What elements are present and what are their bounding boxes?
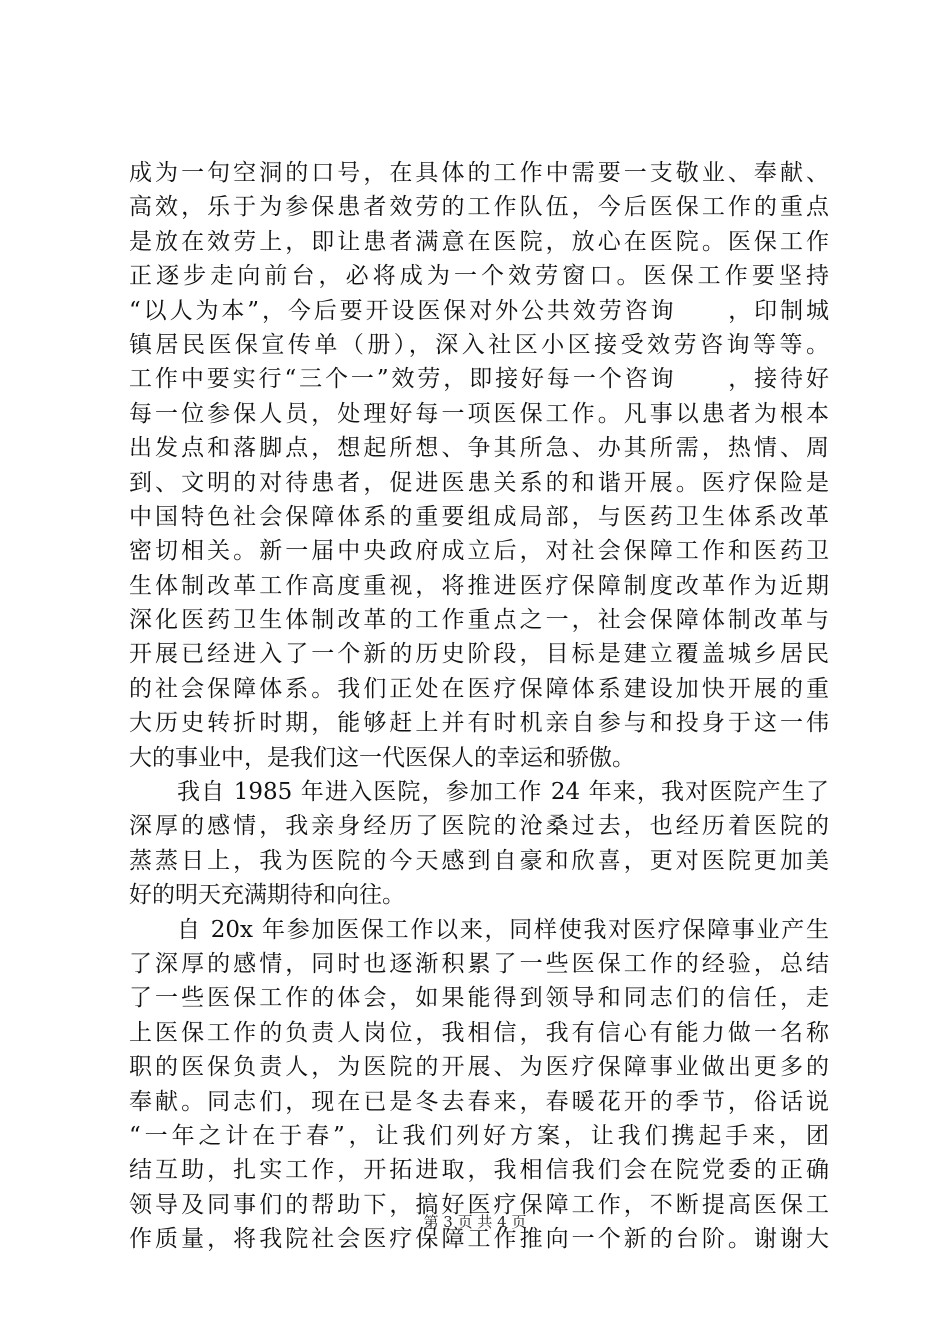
text-line: 蒸蒸日上，我为医院的今天感到自豪和欣喜，更对医院更加美	[129, 847, 829, 874]
text-line: 好的明天充满期待和向往。	[129, 882, 405, 909]
text-line: 深厚的感情，我亲身经历了医院的沧桑过去，也经历着医院的	[129, 813, 829, 840]
text-line: 每一位参保人员，处理好每一项医保工作。凡事以患者为根本	[129, 400, 829, 427]
text-line: 镇居民医保宣传单（册），深入社区小区接受效劳咨询等等。	[129, 331, 829, 358]
text-line: 奉献。同志们，现在已是冬去春来，春暖花开的季节，俗话说	[129, 1088, 829, 1115]
page-footer	[0, 1211, 950, 1232]
text-line: 生体制改革工作高度重视，将推进医疗保障制度改革作为近期	[129, 572, 829, 599]
text-line: 深化医药卫生体制改革的工作重点之一，社会保障体制改革与	[129, 607, 829, 634]
paragraph	[129, 775, 829, 913]
text-line: 成为一句空洞的口号，在具体的工作中需要一支敬业、奉献、	[129, 160, 829, 186]
text-line: 到、文明的对待患者，促进医患关系的和谐开展。医疗保险是	[129, 469, 829, 496]
text-line: 工作中要实行“三个一”效劳，即接好每一个咨询 ，接待好	[129, 366, 829, 393]
text-line: 的社会保障体系。我们正处在医疗保障体系建设加快开展的重	[129, 675, 829, 702]
text-line: 上医保工作的负责人岗位，我相信，我有信心有能力做一名称	[129, 1019, 829, 1046]
text-line: 密切相关。新一届中央政府成立后，对社会保障工作和医药卫	[129, 538, 829, 565]
text-line: 是放在效劳上，即让患者满意在医院，放心在医院。医保工作	[129, 228, 829, 255]
paragraph	[129, 156, 829, 775]
text-line: “以人为本”，今后要开设医保对外公共效劳咨询 ，印制城	[129, 297, 829, 324]
text-line: 正逐步走向前台，必将成为一个效劳窗口。医保工作要坚持	[129, 263, 829, 290]
page-number: 第 3 页 共 4 页	[423, 1213, 527, 1231]
text-line: 中国特色社会保障体系的重要组成局部，与医药卫生体系改革	[129, 503, 829, 530]
text-line: 高效，乐于为参保患者效劳的工作队伍，今后医保工作的重点	[129, 194, 829, 221]
text-line: 出发点和落脚点，想起所想、争其所急、办其所需，热情、周	[129, 435, 829, 462]
text-line: 大的事业中，是我们这一代医保人的幸运和骄傲。	[129, 744, 635, 771]
document-body	[129, 156, 829, 1257]
paragraph	[129, 913, 829, 1257]
text-line: 作质量，将我院社会医疗保障工作推向一个新的台阶。谢谢大	[129, 1226, 829, 1253]
text-line: 职的医保负责人，为医院的开展、为医疗保障事业做出更多的	[129, 1054, 829, 1081]
text-line: 领导及同事们的帮助下，搞好医疗保障工作，不断提高医保工	[129, 1191, 829, 1218]
text-line: 了深厚的感情，同时也逐渐积累了一些医保工作的经验，总结	[129, 950, 829, 977]
text-line: 了一些医保工作的体会，如果能得到领导和同志们的信任，走	[129, 985, 829, 1012]
text-line: 开展已经进入了一个新的历史阶段，目标是建立覆盖城乡居民	[129, 641, 829, 668]
text-line: 结互助，扎实工作，开拓进取，我相信我们会在院党委的正确	[129, 1157, 829, 1184]
text-line: 大历史转折时期，能够赶上并有时机亲自参与和投身于这一伟	[129, 710, 829, 737]
text-line: 我自 1985 年进入医院，参加工作 24 年来，我对医院产生了	[177, 779, 829, 806]
text-line: “一年之计在于春”，让我们列好方案，让我们携起手来，团	[129, 1122, 829, 1149]
text-line: 自 20x 年参加医保工作以来，同样使我对医疗保障事业产生	[177, 916, 829, 943]
